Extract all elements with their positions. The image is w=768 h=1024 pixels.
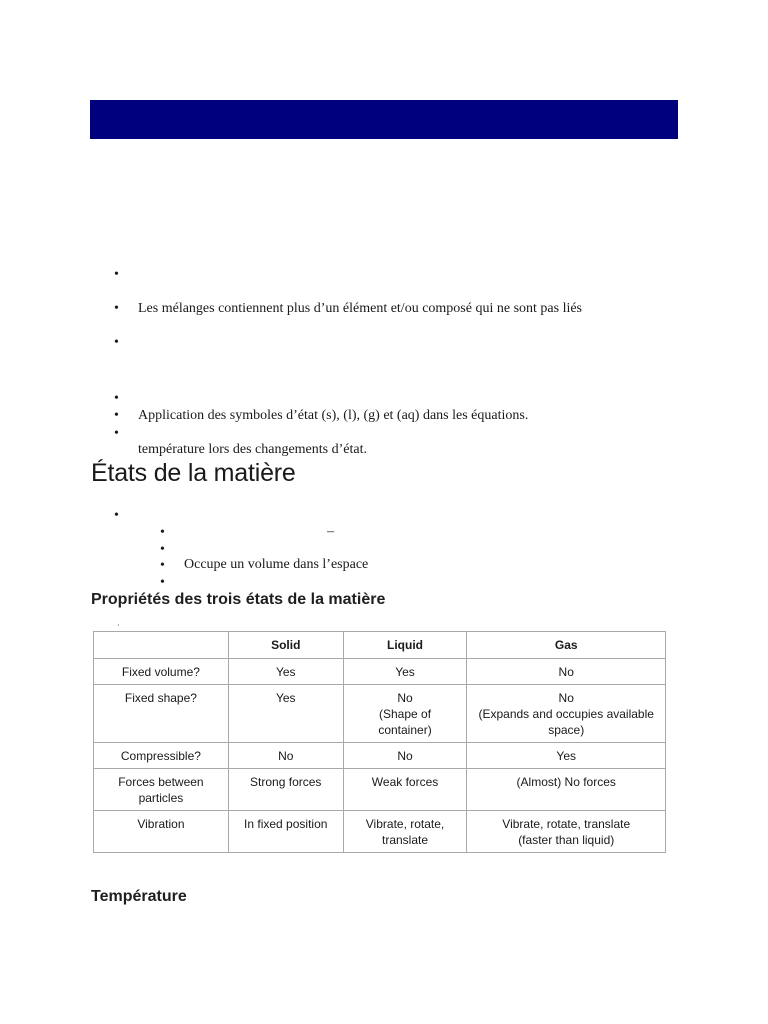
list-item-continuation: température lors des changements d’état. [138,442,367,457]
table-cell: Yes [228,659,343,685]
header-cell: Liquid [343,632,467,659]
sub-list-item: – [327,524,334,539]
table-cell: (Almost) No forces [467,769,666,811]
sub-bullet-dot: • [160,558,165,573]
table-cell: Vibrate, rotate, translate [343,811,467,853]
table-cell: No (Shape of container) [343,685,467,743]
table-cell: Forces between particles [94,769,229,811]
bullet-dot: • [114,408,119,423]
table-cell: Compressible? [94,743,229,769]
table-cell: Weak forces [343,769,467,811]
bullet-dot: • [114,267,119,282]
bullet-dot: • [114,335,119,350]
table-row [94,769,666,811]
table-header-row [94,632,666,659]
table-row [94,811,666,853]
properties-table [93,631,666,853]
header-cell: Gas [467,632,666,659]
table-cell: Vibration [94,811,229,853]
table-cell: Vibrate, rotate, translate (faster than liquid) [467,811,666,853]
intro-bullet-list [0,0,768,460]
table-body [94,659,666,853]
table-cell: In fixed position [228,811,343,853]
bullet-dot: • [114,301,119,316]
table-row [94,685,666,743]
sub-bullet-dot: • [160,542,165,557]
sub-list-item: Occupe un volume dans l’espace [184,557,369,572]
bullet-dot: • [114,426,119,441]
list-item: Application des symboles d’état (s), (l), (g) et (aq) dans les équations. [138,408,529,423]
temperature-heading: Température [91,888,187,905]
table-cell: No (Expands and occupies available space) [467,685,666,743]
header-cell [94,632,229,659]
table-cell: Yes [343,659,467,685]
table-cell: No [467,659,666,685]
table-cell: Fixed shape? [94,685,229,743]
sub-bullet-dot: • [160,525,165,540]
table-row [94,743,666,769]
list-item: Les mélanges contiennent plus d’un élément et/ou composé qui ne sont pas liés [138,301,583,316]
bullet-dot: • [114,508,119,523]
table-cell: Strong forces [228,769,343,811]
table-cell: Fixed volume? [94,659,229,685]
section-title: États de la matière [91,459,296,487]
table-cell: No [228,743,343,769]
header-cell: Solid [228,632,343,659]
bullet-dot: • [114,391,119,406]
properties-heading: Propriétés des trois états de la matière [91,591,386,608]
table-row [94,659,666,685]
sub-bullet-dot: • [160,575,165,590]
stray-mark: · [117,621,120,630]
table-cell: Yes [228,685,343,743]
table-cell: No [343,743,467,769]
table-cell: Yes [467,743,666,769]
